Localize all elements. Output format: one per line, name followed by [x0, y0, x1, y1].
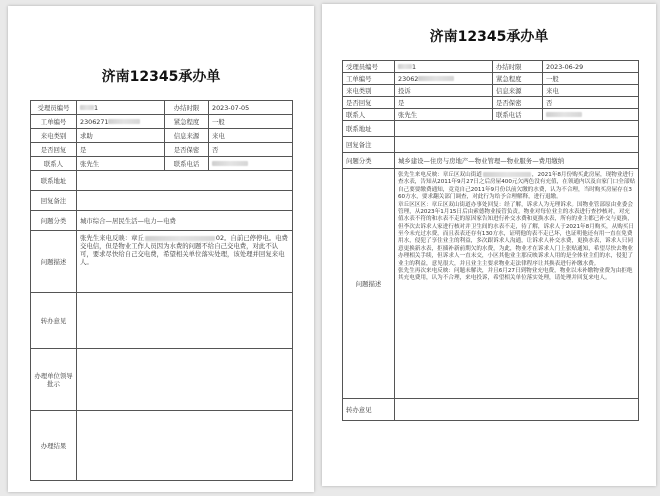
label-description: 问题描述 [31, 231, 77, 293]
value-source: 来电 [543, 85, 639, 97]
value-reply-note [77, 191, 293, 211]
value-acceptor-id: 1 [395, 61, 493, 73]
value-reply: 是 [395, 97, 493, 109]
label-work-order: 工单编号 [343, 73, 395, 85]
form-table [342, 60, 639, 421]
label-source: 信息来源 [165, 129, 209, 143]
left-document-page [8, 6, 314, 492]
value-transfer [77, 293, 293, 349]
value-transfer [395, 399, 639, 421]
redaction [546, 112, 582, 117]
value-reply-note [395, 137, 639, 153]
value-urgency: 一般 [209, 115, 293, 129]
redaction [80, 105, 94, 110]
label-transfer: 转办意见 [343, 399, 395, 421]
label-contact: 联系人 [31, 157, 77, 171]
value-source: 来电 [209, 129, 293, 143]
label-category: 问题分类 [343, 153, 395, 169]
value-category: 城市综合—居民生活—电力—电费 [77, 211, 293, 231]
label-urgency: 紧急程度 [165, 115, 209, 129]
label-call-type: 来电类别 [31, 129, 77, 143]
label-phone: 联系电话 [165, 157, 209, 171]
label-call-type: 来电类别 [343, 85, 395, 97]
label-acceptor-id: 受理员编号 [343, 61, 395, 73]
value-deadline: 2023-07-05 [209, 101, 293, 115]
value-confidential: 否 [543, 97, 639, 109]
document-title: 济南12345承办单 [429, 29, 549, 45]
value-description: 张先生来电反映：章丘区双山街道 ，2021年8月份购买此房屋，现物业进行查水表，告知从2011年9月27日之后房屋400元欠两色没有充值，在领通内以及自家门口全部贴自己要要缴费通知，竟竟自己2011年9月份以前欠缴的水费，认为不合理，当时购买房屋存在360方水，要求翻关部门调查，对此行为给予合理解释，进行退缴。 章丘区区区：章丘区双山街道办事处回复：经了解，诉求人为无理诉求。国物业管部原由业委会管理，从2023年1月15日后由索德物业接管负责。物业对每位业主的水表进行查抄核对，对充值水表不符的和水表不走的原因家告知进行补交水费和更换水表，所有的业主都已补交与更换，但李次去诉求人家进行核对并卫生间的水表不走，待了解，诉求人于2021年8月购买，从购买日至今未充过水费，而且表表还存有130方水，证明他的表不走已坏，也证明他还有用一直在免费用水，侵犯了享住业主的利益，多次跟诉求人沟通，让诉求人补交水费，更换水表，诉求人只同意更换新水表，拒插补新前期欠的水费，为此，物业才在诉求人门上张贴通知，希望尽快去物业办理相关手续，但诉求人一直未交，小区其他业主那反映诉求人用的是全体业主们的水，侵犯了业主的利益，意见很大，并且业主主要求物业走法律程序让其换表进行补缴水费。 张先生再次来电反映：问题未解决，并且6月27日到物业充电费，物业以未补缴物业费为由拒绝其充电费用，认为不合理，来电投诉，希望相关单位落实处理，请处理并回复来电人。 [395, 169, 639, 399]
redaction [418, 76, 454, 81]
value-result [77, 411, 293, 481]
value-contact: 张先生 [77, 157, 165, 171]
redaction [483, 172, 531, 177]
value-address [395, 121, 639, 137]
value-work-order: 2306271 [77, 115, 165, 129]
value-acceptor-id: 1 [77, 101, 165, 115]
label-category: 问题分类 [31, 211, 77, 231]
value-deadline: 2023-06-29 [543, 61, 639, 73]
value-phone [543, 109, 639, 121]
label-acceptor-id: 受理员编号 [31, 101, 77, 115]
label-transfer: 转办意见 [31, 293, 77, 349]
value-reply: 是 [77, 143, 165, 157]
label-confidential: 是否保密 [165, 143, 209, 157]
form-table [30, 100, 293, 481]
label-reply-note: 回复备注 [31, 191, 77, 211]
label-reply-note: 回复备注 [343, 137, 395, 153]
redaction [398, 64, 412, 69]
label-deadline: 办结时限 [493, 61, 543, 73]
value-call-type: 求助 [77, 129, 165, 143]
value-contact: 张先生 [395, 109, 493, 121]
right-document-page [322, 4, 656, 486]
value-description: 张先生来电反映：章丘 02。自前已停停电。电费交电信，但是物业工作人员因为水费的问题不给自己交电费，对此不认可，要求尽快给自己交电费，希望相关单位落实处理，该处理并回复来电人。 [77, 231, 293, 293]
label-source: 信息来源 [493, 85, 543, 97]
value-urgency: 一般 [543, 73, 639, 85]
redaction [108, 119, 140, 124]
value-phone [209, 157, 293, 171]
label-confidential: 是否保密 [493, 97, 543, 109]
value-handler [77, 349, 293, 411]
label-result: 办理结果 [31, 411, 77, 481]
label-handler: 办理单位领导批示 [31, 349, 77, 411]
label-address: 联系地址 [343, 121, 395, 137]
value-address [77, 171, 293, 191]
value-call-type: 投诉 [395, 85, 493, 97]
label-description: 问题描述 [343, 169, 395, 399]
value-work-order: 23062 [395, 73, 493, 85]
document-title: 济南12345承办单 [101, 69, 221, 85]
redaction [212, 161, 248, 166]
label-work-order: 工单编号 [31, 115, 77, 129]
redaction [145, 236, 215, 241]
label-contact: 联系人 [343, 109, 395, 121]
label-address: 联系地址 [31, 171, 77, 191]
label-urgency: 紧急程度 [493, 73, 543, 85]
label-phone: 联系电话 [493, 109, 543, 121]
value-confidential: 否 [209, 143, 293, 157]
label-deadline: 办结时限 [165, 101, 209, 115]
value-category: 城乡建设—住房与房地产—物业管理—物业服务—费用缴纳 [395, 153, 639, 169]
label-reply: 是否回复 [343, 97, 395, 109]
label-reply: 是否回复 [31, 143, 77, 157]
